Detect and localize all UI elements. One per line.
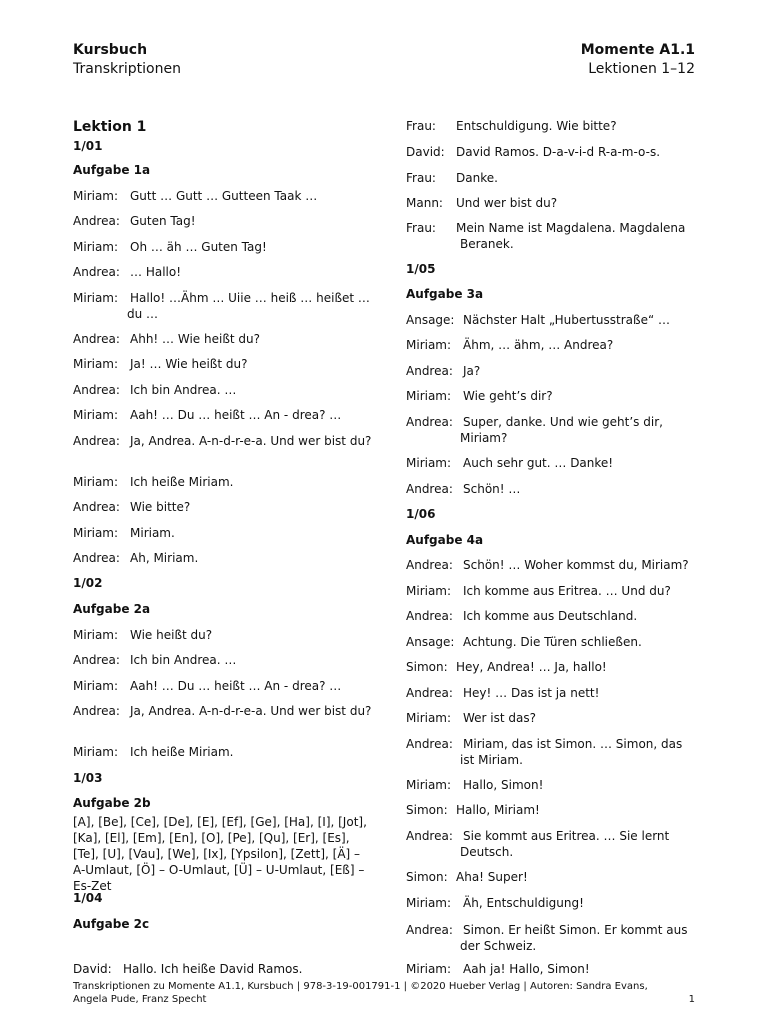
speaker-label: Andrea: bbox=[73, 332, 120, 346]
dialogue-text: Hey! … Das ist ja nett! bbox=[463, 686, 600, 700]
dialogue-text: Sie kommt aus Eritrea. … Sie lernt Deutsch. bbox=[460, 829, 670, 859]
course-subtitle: Lektionen 1–12 bbox=[588, 61, 695, 77]
speaker-label: Miriam: bbox=[73, 679, 119, 693]
speaker-label: Miriam: bbox=[73, 189, 119, 203]
dialogue-line bbox=[406, 828, 696, 860]
dialogue-text: Ähm, … ähm, … Andrea? bbox=[463, 338, 614, 352]
dialogue-line bbox=[406, 414, 696, 446]
dialogue-text: Schön! … bbox=[463, 482, 521, 496]
speaker-label: Andrea: bbox=[406, 415, 453, 429]
dialogue-line bbox=[73, 382, 373, 398]
dialogue-line bbox=[73, 627, 373, 643]
dialogue-line bbox=[73, 703, 373, 719]
page-footer bbox=[73, 980, 695, 1006]
dialogue-line bbox=[406, 557, 696, 573]
alphabet-text: [A], [Be], [Ce], [De], [E], [Ef], [Ge], [Ha], [I], [Jot], [Ka], [El], [Em], [En], [O], [Pe], [Qu], [Er], [Es], [Te], [U], [Vau], [We], [Ix], [Ypsilon], [Zett], [Ä] – A-Umlaut, [Ö] – O-Umlaut, [Ü] – U-Umlaut, [Eß] – Es-Zet bbox=[73, 815, 367, 893]
speaker-label: Andrea: bbox=[406, 829, 453, 843]
speaker-label: Andrea: bbox=[73, 265, 120, 279]
speaker-label: Frau: bbox=[406, 221, 436, 235]
dialogue-text: Hallo, Miriam! bbox=[456, 803, 540, 817]
dialogue-text: Ja? bbox=[463, 364, 481, 378]
dialogue-line bbox=[73, 652, 373, 668]
dialogue-text: Schön! … Woher kommst du, Miriam? bbox=[463, 558, 689, 572]
speaker-label: Frau: bbox=[406, 171, 436, 185]
speaker-label: Ansage: bbox=[406, 635, 455, 649]
dialogue-text: Hallo! …Ähm … Uiie … heiß … heißet … du … bbox=[127, 291, 370, 321]
dialogue-text: Ich bin Andrea. … bbox=[130, 653, 237, 667]
page-number: 1 bbox=[688, 994, 695, 1005]
dialogue-text: Miriam. bbox=[130, 526, 175, 540]
dialogue-line bbox=[406, 388, 696, 404]
dialogue-line bbox=[73, 474, 373, 490]
speaker-label: Miriam: bbox=[406, 711, 452, 725]
dialogue-line bbox=[73, 213, 373, 229]
speaker-label: Mann: bbox=[406, 196, 443, 210]
task-heading: Aufgabe 2b bbox=[73, 796, 151, 810]
speaker-label: Simon: bbox=[406, 803, 448, 817]
dialogue-text: Simon. Er heißt Simon. Er kommt aus der Schweiz. bbox=[460, 923, 688, 953]
speaker-label: Miriam: bbox=[406, 584, 452, 598]
speaker-label: Miriam: bbox=[73, 357, 119, 371]
dialogue-line bbox=[406, 659, 696, 675]
task-heading: Aufgabe 2c bbox=[73, 917, 150, 931]
dialogue-line bbox=[73, 433, 373, 449]
speaker-label: Miriam: bbox=[73, 526, 119, 540]
dialogue-text: Ja! … Wie heißt du? bbox=[130, 357, 248, 371]
dialogue-text: Ich komme aus Eritrea. … Und du? bbox=[463, 584, 671, 598]
dialogue-line bbox=[406, 312, 696, 328]
speaker-label: Frau: bbox=[406, 119, 436, 133]
dialogue-text: Wer ist das? bbox=[463, 711, 536, 725]
speaker-label: Andrea: bbox=[73, 500, 120, 514]
dialogue-text: Miriam, das ist Simon. … Simon, das ist Miriam. bbox=[460, 737, 683, 767]
dialogue-text: Entschuldigung. Wie bitte? bbox=[456, 119, 617, 133]
dialogue-text: Mein Name ist Magdalena. Magdalena Beranek. bbox=[456, 221, 686, 251]
dialogue-line bbox=[406, 777, 696, 793]
speaker-label: Miriam: bbox=[73, 628, 119, 642]
speaker-label: Andrea: bbox=[406, 609, 453, 623]
speaker-label: Miriam: bbox=[406, 896, 452, 910]
dialogue-line bbox=[73, 356, 373, 372]
dialogue-line bbox=[406, 455, 696, 471]
dialogue-text: Aha! Super! bbox=[456, 870, 528, 884]
speaker-label: Andrea: bbox=[73, 383, 120, 397]
speaker-label: Miriam: bbox=[406, 456, 452, 470]
dialogue-text: Nächster Halt „Hubertusstraße“ … bbox=[463, 313, 670, 327]
speaker-label: Miriam: bbox=[406, 338, 452, 352]
lesson-heading: Lektion 1 bbox=[73, 119, 147, 135]
dialogue-line bbox=[406, 802, 696, 818]
speaker-label: Andrea: bbox=[406, 364, 453, 378]
dialogue-text: Auch sehr gut. … Danke! bbox=[463, 456, 614, 470]
dialogue-text: Und wer bist du? bbox=[456, 196, 558, 210]
dialogue-text: Ich bin Andrea. … bbox=[130, 383, 237, 397]
dialogue-line bbox=[406, 869, 696, 885]
dialogue-text: Hallo. Ich heiße David Ramos. bbox=[123, 962, 303, 976]
speaker-label: Miriam: bbox=[406, 778, 452, 792]
track-number: 1/01 bbox=[73, 139, 103, 153]
dialogue-text: David Ramos. D-a-v-i-d R-a-m-o-s. bbox=[456, 145, 661, 159]
dialogue-line bbox=[406, 685, 696, 701]
book-title: Kursbuch bbox=[73, 42, 148, 58]
dialogue-line bbox=[406, 118, 696, 134]
dialogue-line bbox=[73, 264, 373, 280]
dialogue-text: Aah! … Du … heißt … An - drea? … bbox=[130, 408, 342, 422]
speaker-label: David: bbox=[73, 962, 112, 976]
dialogue-line bbox=[73, 331, 373, 347]
track-number: 1/05 bbox=[406, 262, 436, 276]
speaker-label: Miriam: bbox=[73, 408, 119, 422]
track-number: 1/02 bbox=[73, 576, 103, 590]
task-heading: Aufgabe 1a bbox=[73, 163, 151, 177]
task-heading: Aufgabe 4a bbox=[406, 533, 484, 547]
dialogue-text: Ah, Miriam. bbox=[130, 551, 199, 565]
dialogue-text: Achtung. Die Türen schließen. bbox=[463, 635, 642, 649]
dialogue-line bbox=[73, 239, 373, 255]
dialogue-line bbox=[406, 220, 696, 252]
dialogue-text: Ich heiße Miriam. bbox=[130, 745, 234, 759]
dialogue-text: Ja, Andrea. A-n-d-r-e-a. Und wer bist du? bbox=[130, 704, 372, 718]
dialogue-line bbox=[406, 337, 696, 353]
dialogue-line bbox=[406, 710, 696, 726]
dialogue-line bbox=[406, 634, 696, 650]
dialogue-line bbox=[73, 550, 373, 566]
task-heading: Aufgabe 3a bbox=[406, 287, 484, 301]
speaker-label: Andrea: bbox=[73, 214, 120, 228]
task-heading: Aufgabe 2a bbox=[73, 602, 151, 616]
dialogue-text: Danke. bbox=[456, 171, 498, 185]
speaker-label: Andrea: bbox=[406, 482, 453, 496]
speaker-label: Miriam: bbox=[73, 745, 119, 759]
book-subtitle: Transkriptionen bbox=[73, 61, 181, 77]
dialogue-text: Wie bitte? bbox=[130, 500, 191, 514]
header-left bbox=[73, 41, 181, 79]
dialogue-text: Wie geht’s dir? bbox=[463, 389, 553, 403]
dialogue-text: Äh, Entschuldigung! bbox=[463, 896, 584, 910]
speaker-label: Miriam: bbox=[73, 475, 119, 489]
speaker-label: Andrea: bbox=[406, 737, 453, 751]
dialogue-line bbox=[406, 363, 696, 379]
dialogue-line bbox=[406, 481, 696, 497]
dialogue-line bbox=[73, 290, 373, 322]
track-number: 1/04 bbox=[73, 891, 103, 905]
footer-text: Transkriptionen zu Momente A1.1, Kursbuch | 978-3-19-001791-1 | ©2020 Hueber Verlag | Autoren: Sandra Evans, Angela Pude, Franz Specht bbox=[73, 981, 648, 1005]
speaker-label: Andrea: bbox=[406, 558, 453, 572]
dialogue-text: Ich komme aus Deutschland. bbox=[463, 609, 638, 623]
dialogue-text: Hey, Andrea! … Ja, hallo! bbox=[456, 660, 607, 674]
dialogue-text: … Hallo! bbox=[130, 265, 182, 279]
dialogue-line bbox=[73, 744, 373, 760]
dialogue-text: Wie heißt du? bbox=[130, 628, 213, 642]
speaker-label: Andrea: bbox=[73, 704, 120, 718]
dialogue-text: Gutt … Gutt … Gutteen Taak … bbox=[130, 189, 318, 203]
dialogue-line bbox=[406, 195, 696, 211]
speaker-label: Andrea: bbox=[73, 653, 120, 667]
dialogue-text: Ahh! … Wie heißt du? bbox=[130, 332, 260, 346]
speaker-label: Simon: bbox=[406, 660, 448, 674]
dialogue-text: Oh … äh … Guten Tag! bbox=[130, 240, 267, 254]
dialogue-line bbox=[406, 170, 696, 186]
dialogue-line bbox=[406, 608, 696, 624]
speaker-label: Andrea: bbox=[406, 923, 453, 937]
speaker-label: Andrea: bbox=[73, 551, 120, 565]
dialogue-line bbox=[406, 583, 696, 599]
speaker-label: Miriam: bbox=[406, 389, 452, 403]
dialogue-text: Ja, Andrea. A-n-d-r-e-a. Und wer bist du? bbox=[130, 434, 372, 448]
track-number: 1/03 bbox=[73, 771, 103, 785]
dialogue-text: Aah ja! Hallo, Simon! bbox=[463, 962, 590, 976]
speaker-label: Ansage: bbox=[406, 313, 455, 327]
header-right bbox=[581, 41, 695, 79]
dialogue-line bbox=[73, 188, 373, 204]
dialogue-line bbox=[406, 144, 696, 160]
dialogue-text: Ich heiße Miriam. bbox=[130, 475, 234, 489]
dialogue-line bbox=[406, 736, 696, 768]
dialogue-text: Hallo, Simon! bbox=[463, 778, 544, 792]
dialogue-line bbox=[406, 922, 696, 954]
dialogue-line bbox=[73, 499, 373, 515]
dialogue-line bbox=[406, 961, 696, 977]
dialogue-text: Aah! … Du … heißt … An - drea? … bbox=[130, 679, 342, 693]
speaker-label: Miriam: bbox=[406, 962, 452, 976]
dialogue-text: Guten Tag! bbox=[130, 214, 196, 228]
dialogue-line bbox=[73, 961, 373, 977]
speaker-label: Miriam: bbox=[73, 291, 119, 305]
dialogue-line bbox=[73, 678, 373, 694]
speaker-label: David: bbox=[406, 145, 445, 159]
speaker-label: Andrea: bbox=[73, 434, 120, 448]
speaker-label: Andrea: bbox=[406, 686, 453, 700]
dialogue-line bbox=[406, 895, 696, 911]
dialogue-text: Super, danke. Und wie geht’s dir, Miriam? bbox=[460, 415, 663, 445]
speaker-label: Simon: bbox=[406, 870, 448, 884]
dialogue-line bbox=[73, 407, 373, 423]
track-number: 1/06 bbox=[406, 507, 436, 521]
course-title: Momente A1.1 bbox=[580, 42, 695, 58]
dialogue-line bbox=[73, 525, 373, 541]
speaker-label: Miriam: bbox=[73, 240, 119, 254]
